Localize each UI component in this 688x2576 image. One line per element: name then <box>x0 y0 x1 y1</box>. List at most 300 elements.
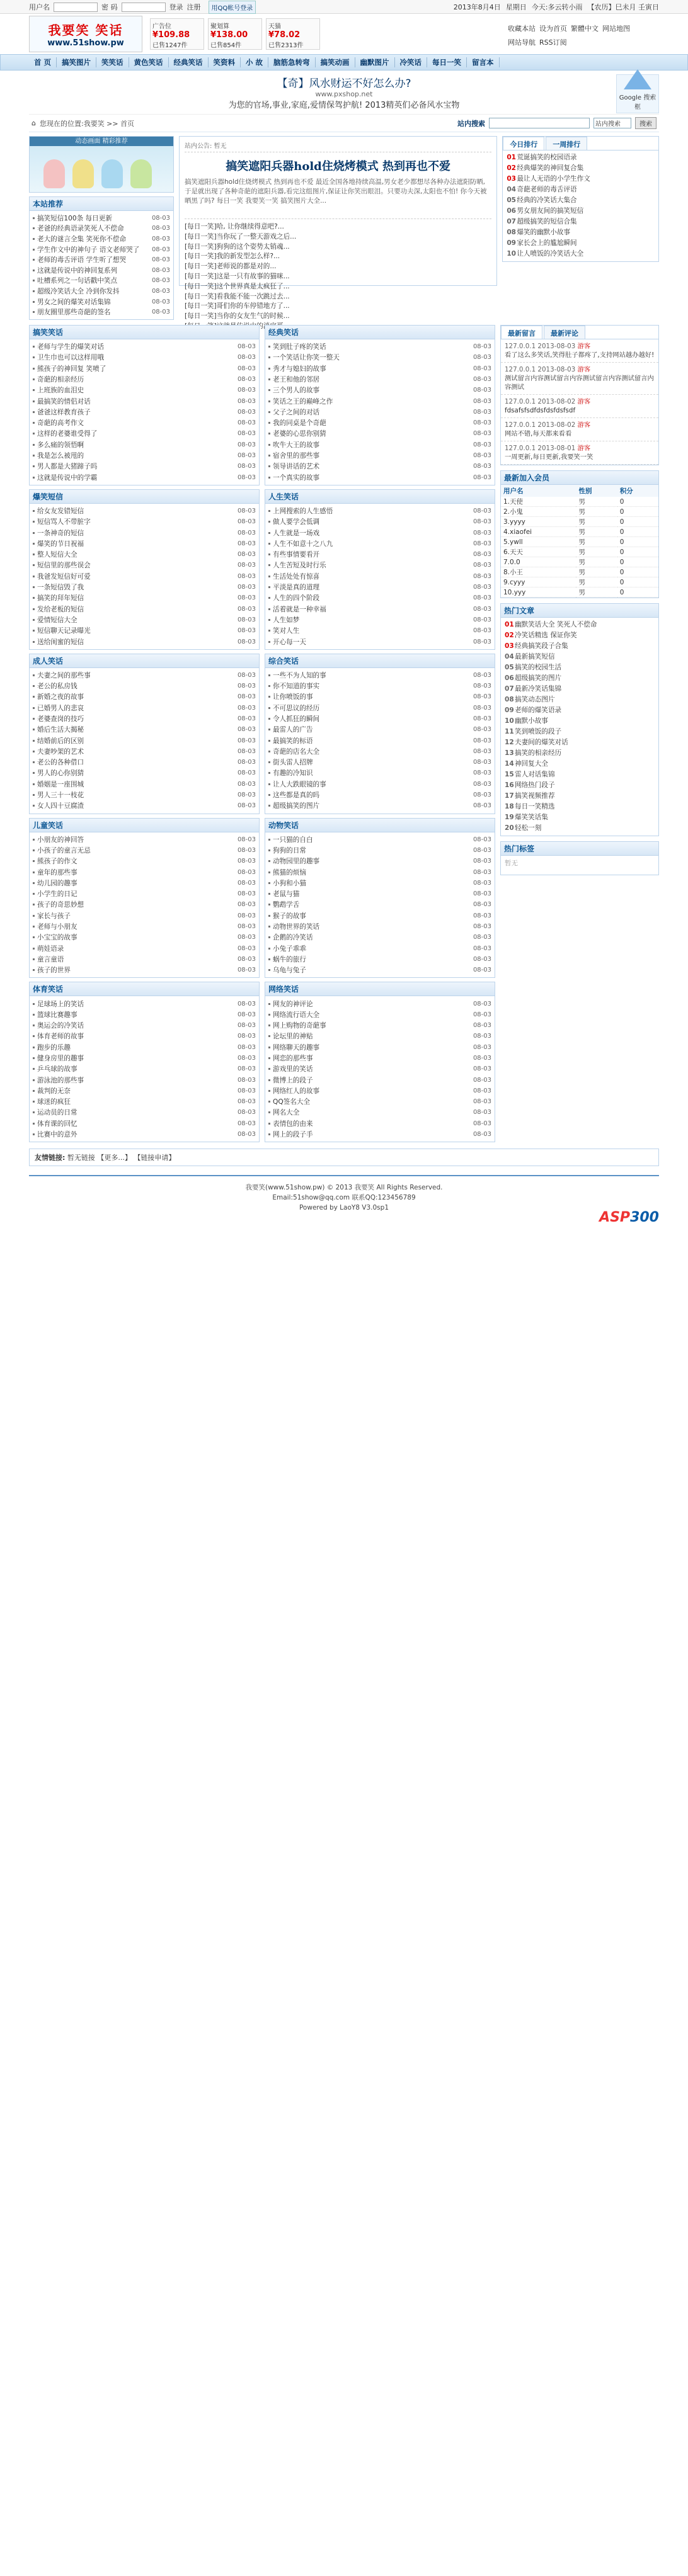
hot-item[interactable] <box>505 630 655 641</box>
feature-list-item[interactable]: [每日一笑]哈, 让你继续得意吧?... <box>185 223 284 230</box>
item-title[interactable]: 这样的老婆谁受得了 <box>37 430 98 438</box>
list-item[interactable] <box>33 593 256 603</box>
tab-today[interactable]: 今日排行 <box>503 137 544 150</box>
ad-item[interactable]: 天猫 ¥78.02 已售2313件 <box>266 18 320 50</box>
item-title[interactable]: 男人三十一枝花 <box>37 792 84 800</box>
item-title[interactable]: 人生的四个阶段 <box>273 594 320 603</box>
hot-title[interactable]: 雷人对话集锦 <box>515 771 555 779</box>
rank-item[interactable] <box>507 152 655 163</box>
list-item[interactable] <box>268 417 491 428</box>
hot-item[interactable] <box>505 684 655 695</box>
item-title[interactable]: 这就是传说中的神回复系列 <box>37 266 118 275</box>
item-title[interactable]: 人生不如意十之八九 <box>273 540 333 548</box>
feature-list-item[interactable]: [每日一笑]这是一只有故事的猫咪... <box>185 272 290 280</box>
category-title[interactable]: 搞笑笑话 <box>33 327 64 337</box>
list-item[interactable] <box>33 582 256 593</box>
item-title[interactable]: 已婚男人的悲哀 <box>37 704 84 712</box>
hot-item[interactable] <box>505 662 655 673</box>
list-item[interactable] <box>33 538 256 549</box>
feature-list-item[interactable]: [每日一笑]狗狗的这个姿势太销魂... <box>185 242 290 251</box>
header-link[interactable]: 网站地图 <box>602 25 630 33</box>
list-item[interactable] <box>268 790 491 800</box>
item-title[interactable]: 体育老师的故事 <box>37 1033 84 1041</box>
item-title[interactable]: 多么痛的领悟啊 <box>37 441 84 449</box>
rank-title[interactable]: 超级搞笑的短信合集 <box>517 218 577 225</box>
nav-item[interactable]: 留言本 <box>467 57 500 67</box>
friend-links-text[interactable]: 暂无链接 【更多...】 【链接申请】 <box>67 1154 176 1162</box>
item-title[interactable]: 宿舍里的那些事 <box>273 452 320 460</box>
item-title[interactable]: 超级搞笑的图片 <box>273 802 320 810</box>
list-item[interactable] <box>33 265 170 276</box>
item-title[interactable]: 论坛里的神贴 <box>273 1033 313 1041</box>
item-title[interactable]: 搞笑短信100条 每日更新 <box>37 214 112 222</box>
list-item[interactable] <box>268 1074 491 1085</box>
item-title[interactable]: 动物世界的笑话 <box>273 923 320 931</box>
hot-title[interactable]: 幽默笑话大全 笑死人不偿命 <box>515 621 597 629</box>
hot-title[interactable]: 轻松一刻 <box>515 824 542 832</box>
list-item[interactable] <box>33 921 256 932</box>
list-item[interactable] <box>33 385 256 395</box>
item-title[interactable]: 体育课的回忆 <box>37 1120 77 1128</box>
nav-item[interactable]: 笑资料 <box>209 57 241 67</box>
item-title[interactable]: 游泳池的那些事 <box>37 1076 84 1084</box>
category-title[interactable]: 综合笑话 <box>268 656 299 666</box>
hot-item[interactable] <box>505 695 655 705</box>
rank-item[interactable] <box>507 217 655 227</box>
rank-title[interactable]: 经典爆笑的神回复合集 <box>517 164 584 172</box>
item-title[interactable]: 上班族的血泪史 <box>37 387 84 395</box>
list-item[interactable] <box>268 636 491 647</box>
item-title[interactable]: 父子之间的对话 <box>273 408 320 416</box>
list-item[interactable] <box>33 472 256 483</box>
search-button[interactable]: 搜索 <box>635 117 656 129</box>
item-title[interactable]: 男人的心你别猜 <box>37 769 84 778</box>
nav-item[interactable]: 每日一笑 <box>427 57 467 67</box>
item-title[interactable]: 奇葩的高考作文 <box>37 419 84 428</box>
list-item[interactable] <box>33 571 256 582</box>
item-title[interactable]: 球迷的疯狂 <box>37 1098 71 1106</box>
hot-item[interactable] <box>505 759 655 769</box>
list-item[interactable] <box>268 932 491 943</box>
table-row[interactable] <box>501 537 658 547</box>
hot-title[interactable]: 搞笑视频推荐 <box>515 792 555 800</box>
list-item[interactable] <box>268 341 491 352</box>
list-item[interactable] <box>33 625 256 636</box>
hot-item[interactable] <box>505 641 655 652</box>
list-item[interactable] <box>268 385 491 395</box>
nav-item[interactable]: 冷笑话 <box>395 57 428 67</box>
hot-title[interactable]: 超级搞笑的图片 <box>515 674 562 683</box>
rank-item[interactable] <box>507 174 655 184</box>
rank-item[interactable] <box>507 238 655 249</box>
list-item[interactable] <box>268 615 491 625</box>
rank-item[interactable] <box>507 227 655 238</box>
item-title[interactable]: 熊孩子的作文 <box>37 858 77 866</box>
hot-item[interactable] <box>505 727 655 737</box>
list-item[interactable] <box>268 800 491 811</box>
list-item[interactable] <box>268 527 491 538</box>
item-title[interactable]: 熊孩子的神回复 笑喷了 <box>37 365 106 373</box>
rank-title[interactable]: 让人喷饭的冷笑话大全 <box>517 250 584 258</box>
item-title[interactable]: 一只猫的自白 <box>273 836 313 844</box>
item-title[interactable]: 人生苦短及时行乐 <box>273 562 326 570</box>
list-item[interactable] <box>33 954 256 965</box>
tab-comments[interactable]: 最新评论 <box>544 326 585 339</box>
nav-item[interactable]: 首 页 <box>29 57 57 67</box>
list-item[interactable] <box>33 1129 256 1140</box>
list-item[interactable] <box>33 1053 256 1064</box>
item-title[interactable]: 搞笑的拜年短信 <box>37 594 84 603</box>
item-title[interactable]: 网上的段子手 <box>273 1131 313 1139</box>
ad-item[interactable]: 广告位 ¥109.88 已售1247件 <box>150 18 204 50</box>
item-title[interactable]: 送给闺蜜的短信 <box>37 638 84 646</box>
item-title[interactable]: 上网搜索的人生感悟 <box>273 507 333 515</box>
list-item[interactable] <box>33 374 256 385</box>
item-title[interactable]: 孩子的奇思妙想 <box>37 901 84 909</box>
list-item[interactable] <box>33 636 256 647</box>
item-title[interactable]: 结婚前后的区别 <box>37 737 84 745</box>
list-item[interactable] <box>33 768 256 778</box>
tab-guestbook[interactable]: 最新留言 <box>501 326 542 339</box>
item-title[interactable]: 网络聊天的趣事 <box>273 1043 320 1052</box>
feature-headline[interactable]: 搞笑遮阳兵器hold住烧烤模式 热到再也不爱 <box>226 160 451 173</box>
list-item[interactable] <box>268 538 491 549</box>
list-item[interactable] <box>33 461 256 472</box>
item-title[interactable]: 萌娃语录 <box>37 945 64 953</box>
hot-title[interactable]: 每日一笑精选 <box>515 803 555 811</box>
item-title[interactable]: 吐槽系列之一句话戳中笑点 <box>37 277 118 285</box>
item-title[interactable]: 猴子的故事 <box>273 912 306 920</box>
item-title[interactable]: 这些都是真的吗 <box>273 792 320 800</box>
list-item[interactable] <box>268 943 491 953</box>
item-title[interactable]: 做人要学会低调 <box>273 518 320 526</box>
table-row[interactable] <box>501 567 658 577</box>
table-row[interactable] <box>501 527 658 537</box>
list-item[interactable] <box>268 603 491 614</box>
item-title[interactable]: 网络红人的故事 <box>273 1087 320 1095</box>
list-item[interactable] <box>268 921 491 932</box>
item-title[interactable]: 让你喷饭的事 <box>273 693 313 701</box>
search-input[interactable] <box>489 118 590 128</box>
item-title[interactable]: 领导讲话的艺术 <box>273 463 320 471</box>
list-item[interactable] <box>268 856 491 866</box>
hot-item[interactable] <box>505 716 655 727</box>
list-item[interactable] <box>268 625 491 636</box>
list-item[interactable] <box>33 757 256 768</box>
item-title[interactable]: 我是怎么被甩的 <box>37 452 84 460</box>
category-title[interactable]: 动物笑话 <box>268 820 299 830</box>
item-title[interactable]: 最雷人的广告 <box>273 726 313 734</box>
list-item[interactable] <box>268 407 491 417</box>
list-item[interactable] <box>268 363 491 374</box>
table-row[interactable] <box>501 507 658 517</box>
list-item[interactable] <box>33 691 256 702</box>
rank-title[interactable]: 最让人无语的小学生作文 <box>517 175 590 183</box>
rank-item[interactable] <box>507 195 655 206</box>
item-title[interactable]: 一个真实的故事 <box>273 474 320 482</box>
hot-item[interactable] <box>505 791 655 802</box>
hot-title[interactable]: 经典搞笑段子合集 <box>515 642 568 650</box>
item-title[interactable]: 有趣的冷知识 <box>273 769 313 778</box>
list-item[interactable] <box>33 244 170 255</box>
hot-title[interactable]: 搞笑的校园生活 <box>515 664 562 672</box>
list-item[interactable] <box>33 297 170 307</box>
item-title[interactable]: 鹦鹉学舌 <box>273 901 300 909</box>
category-title[interactable]: 网络笑话 <box>268 985 299 994</box>
rank-item[interactable] <box>507 163 655 174</box>
list-item[interactable] <box>33 779 256 790</box>
feature-list-item[interactable]: [每日一笑]看我能不能一次跳过去... <box>185 292 290 300</box>
item-title[interactable]: 比赛中的意外 <box>37 1131 77 1139</box>
asp300-logo[interactable]: ASP300 <box>599 1210 659 1226</box>
item-title[interactable]: 表情包的由来 <box>273 1120 313 1128</box>
table-row[interactable] <box>501 497 658 507</box>
register-link[interactable]: 注册 <box>186 3 201 11</box>
list-item[interactable] <box>33 307 170 317</box>
list-item[interactable] <box>268 472 491 483</box>
hot-title[interactable]: 最新冷笑话集锦 <box>515 685 562 693</box>
item-title[interactable]: 有些事情要看开 <box>273 551 320 559</box>
list-item[interactable] <box>268 713 491 724</box>
rank-title[interactable]: 奇葩老师的毒舌评语 <box>517 186 577 193</box>
list-item[interactable] <box>268 1042 491 1053</box>
rank-item[interactable] <box>507 249 655 259</box>
list-item[interactable] <box>268 440 491 450</box>
item-title[interactable]: 老大的谜言全集 笑死你不偿命 <box>37 235 127 243</box>
list-item[interactable] <box>268 1020 491 1031</box>
list-item[interactable] <box>268 779 491 790</box>
list-item[interactable] <box>268 954 491 965</box>
item-title[interactable]: 老师与小朋友 <box>37 923 77 931</box>
list-item[interactable] <box>268 878 491 888</box>
item-title[interactable]: 整人短信大全 <box>37 551 77 559</box>
list-item[interactable] <box>33 341 256 352</box>
item-title[interactable]: 男女之间的爆笑对话集锦 <box>37 298 111 306</box>
item-title[interactable]: 足球场上的笑话 <box>37 1000 84 1008</box>
item-title[interactable]: 给女友发错短信 <box>37 507 84 515</box>
header-link[interactable]: 繁體中文 <box>571 25 599 33</box>
item-title[interactable]: 街头雷人招牌 <box>273 759 313 767</box>
item-title[interactable]: 学生作文中的神句子 语文老师哭了 <box>37 246 140 254</box>
list-item[interactable] <box>33 998 256 1009</box>
category-title[interactable]: 人生笑话 <box>268 492 299 501</box>
rank-item[interactable] <box>507 206 655 217</box>
item-title[interactable]: 老爸的经典语录笑死人不偿命 <box>37 225 124 233</box>
nav-item[interactable]: 黄色笑话 <box>129 57 169 67</box>
list-item[interactable] <box>268 888 491 899</box>
list-item[interactable] <box>268 845 491 856</box>
list-item[interactable] <box>33 1118 256 1129</box>
table-row[interactable] <box>501 517 658 527</box>
nav-item[interactable]: 搞笑动画 <box>316 57 355 67</box>
list-item[interactable] <box>268 516 491 527</box>
list-item[interactable] <box>33 911 256 921</box>
item-title[interactable]: 人生就是一场戏 <box>273 529 320 537</box>
item-title[interactable]: 最搞笑的情侣对话 <box>37 397 91 406</box>
hot-item[interactable] <box>505 737 655 748</box>
item-title[interactable]: 爸爸这样教育孩子 <box>37 408 91 416</box>
list-item[interactable] <box>268 1053 491 1064</box>
hot-title[interactable]: 神回复大全 <box>515 760 548 768</box>
list-item[interactable] <box>268 899 491 910</box>
list-item[interactable] <box>33 965 256 975</box>
list-item[interactable] <box>33 1074 256 1085</box>
item-title[interactable]: 老婆的心思你别猜 <box>273 430 326 438</box>
rank-title[interactable]: 爆笑的幽默小故事 <box>517 229 571 236</box>
item-title[interactable]: 爆笑的节日祝福 <box>37 540 84 548</box>
list-item[interactable] <box>33 888 256 899</box>
list-item[interactable] <box>33 428 256 439</box>
nav-item[interactable]: 脑筋急转弯 <box>268 57 316 67</box>
nav-item[interactable]: 小 故 <box>241 57 268 67</box>
item-title[interactable]: 三个男人的故事 <box>273 387 320 395</box>
item-title[interactable]: 小学生的日记 <box>37 890 77 899</box>
category-title[interactable]: 儿童笑话 <box>33 820 64 830</box>
item-title[interactable]: QQ签名大全 <box>273 1098 311 1106</box>
nav-item[interactable]: 经典笑话 <box>169 57 209 67</box>
list-item[interactable] <box>33 603 256 614</box>
list-item[interactable] <box>33 899 256 910</box>
table-row[interactable] <box>501 587 658 598</box>
list-item[interactable] <box>33 1042 256 1053</box>
item-title[interactable]: 短信聊天记录曝光 <box>37 627 91 635</box>
hot-item[interactable] <box>505 812 655 823</box>
rank-title[interactable]: 家长会上的尴尬瞬间 <box>517 239 577 247</box>
item-title[interactable]: 我的同桌是个奇葩 <box>273 419 326 428</box>
item-title[interactable]: 夫妻之间的那些事 <box>37 671 91 679</box>
item-title[interactable]: 篮球比赛趣事 <box>37 1011 77 1019</box>
feature-list-item[interactable]: [每日一笑]这个世界真是太疯狂了... <box>185 282 290 290</box>
list-item[interactable] <box>33 516 256 527</box>
list-item[interactable] <box>268 461 491 472</box>
list-item[interactable] <box>268 735 491 746</box>
item-title[interactable]: 网名大全 <box>273 1109 300 1117</box>
item-title[interactable]: 小宝宝的故事 <box>37 934 77 942</box>
list-item[interactable] <box>268 395 491 406</box>
item-title[interactable]: 新婚之夜的故事 <box>37 693 84 701</box>
rank-item[interactable] <box>507 184 655 195</box>
category-title[interactable]: 爆笑短信 <box>33 492 64 501</box>
list-item[interactable] <box>33 234 170 244</box>
hot-item[interactable] <box>505 769 655 780</box>
rank-title[interactable]: 经典的冷笑话大集合 <box>517 196 577 204</box>
header-link[interactable]: RSS订阅 <box>539 38 567 47</box>
hot-item[interactable] <box>505 620 655 630</box>
list-item[interactable] <box>268 670 491 681</box>
list-item[interactable] <box>268 746 491 757</box>
item-title[interactable]: 老婆查岗的技巧 <box>37 715 84 723</box>
rank-title[interactable]: 荒诞搞笑的校园语录 <box>517 154 577 161</box>
list-item[interactable] <box>268 352 491 363</box>
item-title[interactable]: 令人抓狂的瞬间 <box>273 715 320 723</box>
hot-title[interactable]: 爆笑笑话集 <box>515 814 548 822</box>
hot-title[interactable]: 网络热门段子 <box>515 781 555 790</box>
list-item[interactable] <box>268 998 491 1009</box>
item-title[interactable]: 你不知道的事实 <box>273 683 320 691</box>
list-item[interactable] <box>268 691 491 702</box>
list-item[interactable] <box>33 856 256 866</box>
list-item[interactable] <box>33 724 256 735</box>
hot-title[interactable]: 夫妻间的爆笑对话 <box>515 739 568 747</box>
item-title[interactable]: 最搞笑的标语 <box>273 737 313 745</box>
list-item[interactable] <box>268 1086 491 1096</box>
item-title[interactable]: 动物园里的趣事 <box>273 858 320 866</box>
list-item[interactable] <box>33 440 256 450</box>
item-title[interactable]: 老师的毒舌评语 学生听了想哭 <box>37 256 127 264</box>
category-title[interactable]: 成人笑话 <box>33 656 64 666</box>
list-item[interactable] <box>33 1031 256 1041</box>
item-title[interactable]: 笑话之王的巅峰之作 <box>273 397 333 406</box>
item-title[interactable]: 企鹅的冷笑话 <box>273 934 313 942</box>
hot-item[interactable] <box>505 802 655 812</box>
list-item[interactable] <box>33 352 256 363</box>
list-item[interactable] <box>33 834 256 845</box>
item-title[interactable]: 家长与孩子 <box>37 912 71 920</box>
list-item[interactable] <box>33 560 256 570</box>
item-title[interactable]: 婚姻是一座围城 <box>37 780 84 788</box>
header-link[interactable]: 收藏本站 <box>508 25 536 33</box>
item-title[interactable]: 开心每一天 <box>273 638 306 646</box>
feature-list-item[interactable]: [每日一笑]当你的女友生气的时候... <box>185 312 290 321</box>
list-item[interactable] <box>268 549 491 560</box>
password-input[interactable] <box>122 3 166 12</box>
list-item[interactable] <box>33 213 170 224</box>
item-title[interactable]: 卫生巾也可以这样用哦 <box>37 354 104 362</box>
featured-photo[interactable] <box>29 136 174 193</box>
rank-title[interactable]: 男女朋友间的搞笑短信 <box>517 207 584 215</box>
list-item[interactable] <box>268 834 491 845</box>
item-title[interactable]: 笑到肚子疼的笑话 <box>273 343 326 351</box>
list-item[interactable] <box>33 254 170 265</box>
item-title[interactable]: 小孩子的童言无忌 <box>37 846 91 854</box>
item-title[interactable]: 发给老板的短信 <box>37 605 84 613</box>
list-item[interactable] <box>268 911 491 921</box>
list-item[interactable] <box>33 681 256 691</box>
item-title[interactable]: 一条短信毁了我 <box>37 584 84 592</box>
item-title[interactable]: 老鼠与猫 <box>273 890 300 899</box>
item-title[interactable]: 爱情短信大全 <box>37 616 77 624</box>
item-title[interactable]: 乒乓球的故事 <box>37 1065 77 1074</box>
item-title[interactable]: 老师与学生的爆笑对话 <box>37 343 104 351</box>
item-title[interactable]: 平淡是真的道理 <box>273 584 320 592</box>
item-title[interactable]: 小狗和小猫 <box>273 879 306 887</box>
login-link[interactable]: 登录 <box>169 3 183 11</box>
site-logo[interactable]: 我要笑 笑话 www.51show.pw <box>29 16 142 52</box>
item-title[interactable]: 奇葩的店名大全 <box>273 747 320 756</box>
item-title[interactable]: 网上购物的奇葩事 <box>273 1022 326 1030</box>
list-item[interactable] <box>33 703 256 713</box>
list-item[interactable] <box>33 407 256 417</box>
banner-headline[interactable]: 【奇】风水财运不好怎么办? <box>277 77 411 90</box>
nav-item[interactable]: 幽默图片 <box>355 57 395 67</box>
hot-title[interactable]: 幽默小故事 <box>515 717 548 725</box>
list-item[interactable] <box>33 845 256 856</box>
tab-week[interactable]: 一周排行 <box>546 137 587 150</box>
list-item[interactable] <box>33 1096 256 1107</box>
list-item[interactable] <box>33 363 256 374</box>
list-item[interactable] <box>33 800 256 811</box>
list-item[interactable] <box>268 768 491 778</box>
item-title[interactable]: 一条神奇的短信 <box>37 529 84 537</box>
list-item[interactable] <box>268 582 491 593</box>
list-item[interactable] <box>268 1064 491 1074</box>
hot-item[interactable] <box>505 652 655 662</box>
list-item[interactable] <box>268 1118 491 1129</box>
list-item[interactable] <box>268 1129 491 1140</box>
item-title[interactable]: 网络流行语大全 <box>273 1011 320 1019</box>
nav-item[interactable]: 搞笑图片 <box>57 57 96 67</box>
list-item[interactable] <box>33 527 256 538</box>
